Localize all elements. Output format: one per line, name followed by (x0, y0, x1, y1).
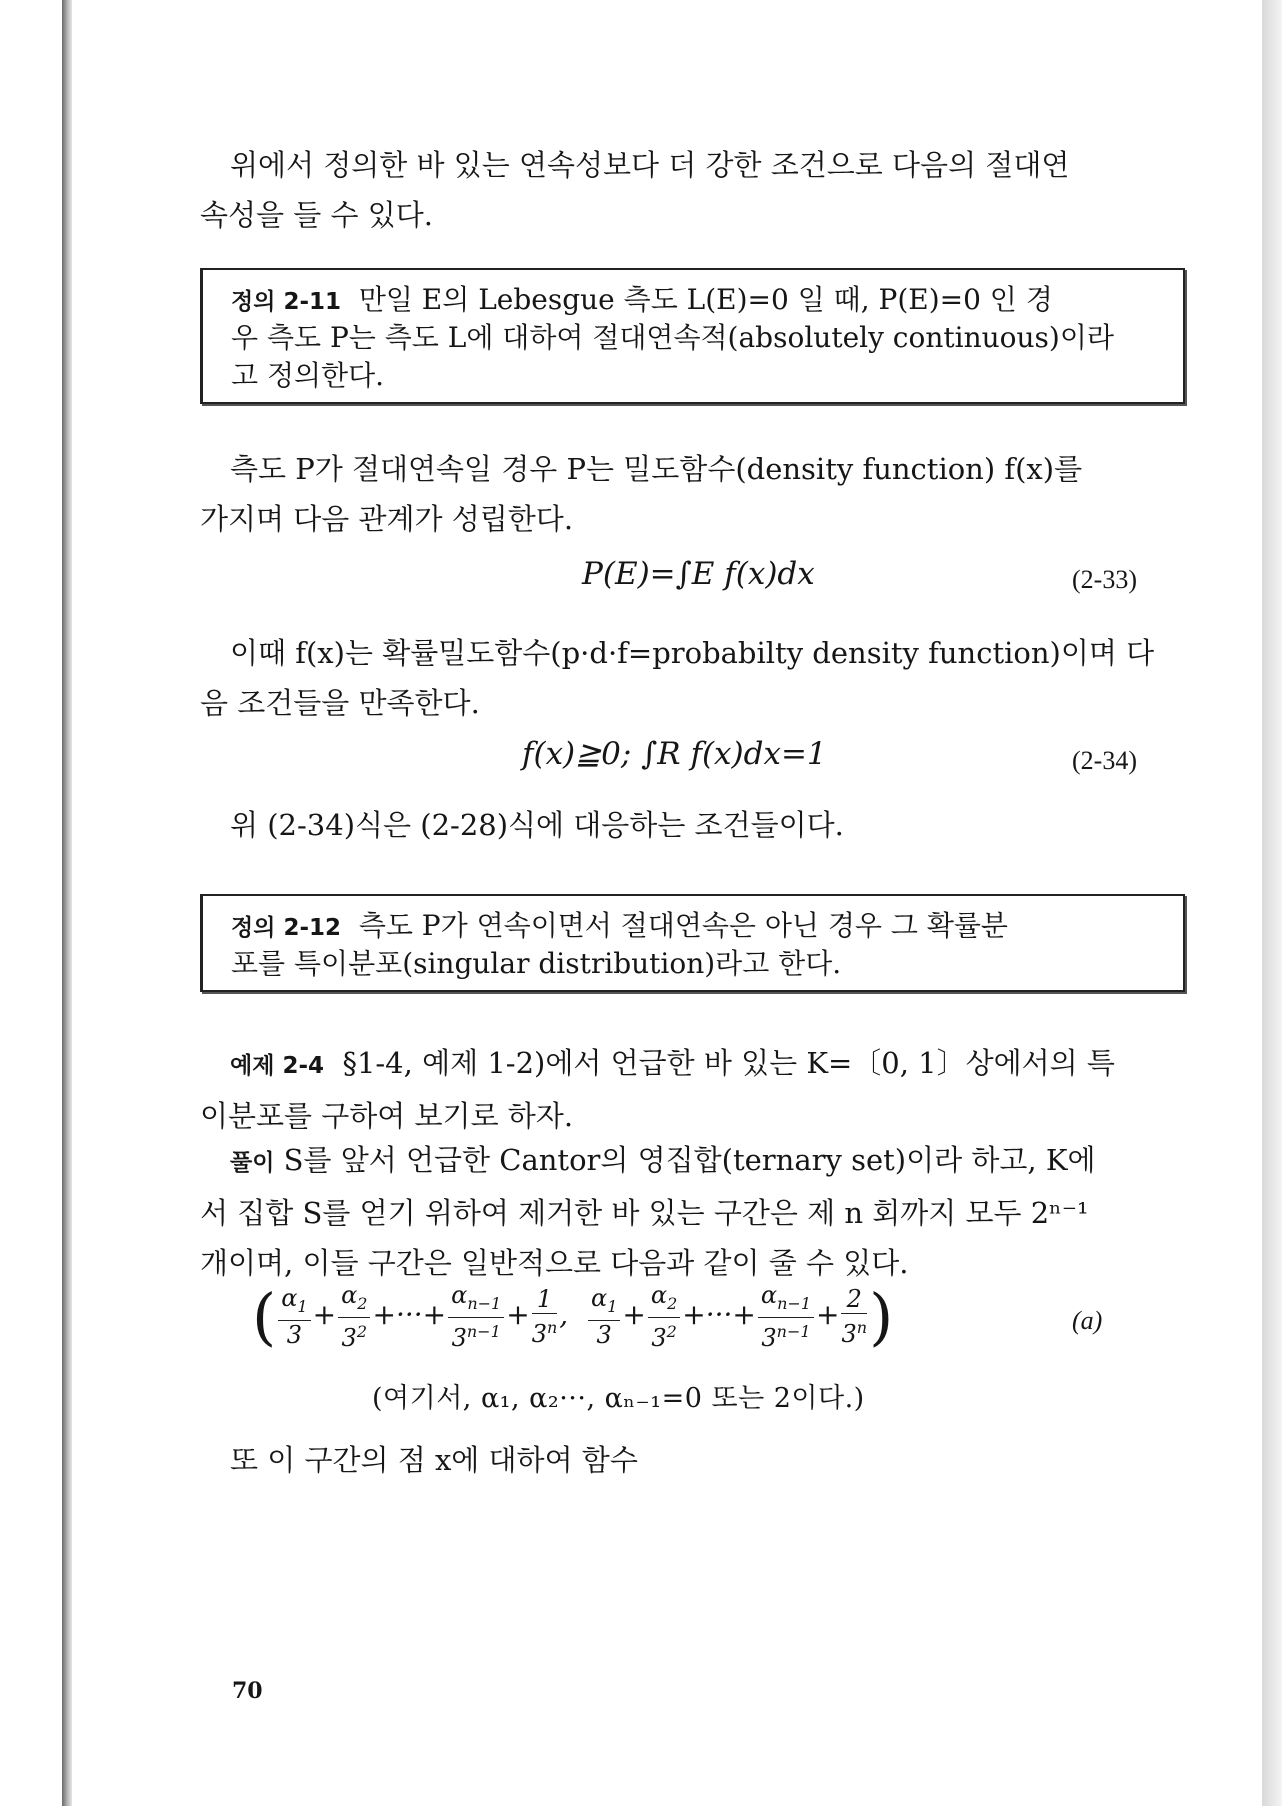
definition-line: 포를 특이분포(singular distribution)라고 한다. (231, 947, 842, 980)
example-2-4 (200, 1038, 1255, 1141)
paragraph-line (200, 1038, 1255, 1091)
paragraph-line: 위에서 정의한 바 있는 연속성보다 더 강한 조건으로 다음의 절대연 (230, 148, 1070, 182)
paragraph-line: 이때 f(x)는 확률밀도함수(p·d·f=probabilty density function)이며 다 (230, 636, 1155, 670)
solution-label: 풀이 (230, 1150, 275, 1176)
equation-note: (여기서, α₁, α₂···, αₙ₋₁=0 또는 2이다.) (372, 1383, 865, 1414)
paragraph-line: 서 집합 S를 얻기 위하여 제거한 바 있는 구간은 제 n 회까지 모두 2ⁿ⁻¹ (200, 1196, 1089, 1230)
paragraph-line (200, 1135, 1255, 1188)
example-text: §1-4, 예제 1-2)에서 언급한 바 있는 K=〔0, 1〕상에서의 특 (342, 1046, 1115, 1080)
definition-text: 측도 P가 연속이면서 절대연속은 아닌 경우 그 확률분 (358, 909, 1008, 942)
paragraph-function (200, 1435, 1255, 1485)
paragraph-line: 속성을 들 수 있다. (200, 198, 433, 232)
paragraph-line: 가지며 다음 관계가 성립한다. (200, 502, 574, 536)
definition-line: 고 정의한다. (231, 359, 385, 392)
example-label: 예제 2-4 (230, 1053, 324, 1079)
book-spine-shadow (62, 0, 72, 1806)
equation-number: (a) (1072, 1306, 1103, 1335)
page-edge (1262, 0, 1282, 1806)
page-number: 70 (232, 1678, 263, 1704)
paragraph-correspondence (200, 800, 1255, 850)
paragraph-pdf (200, 628, 1255, 728)
paragraph-line: 또 이 구간의 점 x에 대하여 함수 (230, 1443, 638, 1477)
paragraph-density (200, 444, 1255, 544)
equation-text: f(x)≧0; ∫R f(x)dx=1 (522, 736, 827, 772)
equation-2-34 (522, 736, 827, 772)
document-page (72, 0, 1262, 1806)
paragraph-line: 이분포를 구하여 보기로 하자. (200, 1099, 574, 1133)
equation-number: (2-33) (1072, 565, 1137, 594)
definition-box-2-11 (200, 268, 1185, 404)
paragraph-line: 음 조건들을 만족한다. (200, 686, 480, 720)
solution (200, 1135, 1255, 1288)
paragraph-line: 위 (2-34)식은 (2-28)식에 대응하는 조건들이다. (230, 808, 844, 842)
equation-a: ( $\frac{\alpha_1}{3}$ + $\frac{\alpha_2}{3^2}$ +···+ $\frac{\alpha_{n-1}}{3^{n-1}}$ + $\frac{1}{3^n}$ , $\frac{\alpha_1}{3}$ + $\frac{\alpha_2}{3^2}$ +···+ $\frac{\alpha_{n-1}}{3^{n-1}}$ + $\frac{2}{3^n}$ ) (252, 1280, 894, 1353)
paragraph-line: 측도 P가 절대연속일 경우 P는 밀도함수(density function) f(x)를 (230, 452, 1083, 486)
definition-line: 우 측도 P는 측도 L에 대하여 절대연속적(absolutely continuous)이라 (231, 321, 1114, 354)
equation-2-33 (582, 556, 815, 592)
equation-text: P(E)=∫E f(x)dx (582, 556, 815, 592)
equation-number: (2-34) (1072, 746, 1137, 775)
solution-text: S를 앞서 언급한 Cantor의 영집합(ternary set)이라 하고, K에 (283, 1143, 1096, 1177)
definition-box-2-12 (200, 894, 1185, 992)
definition-text: 만일 E의 Lebesgue 측도 L(E)=0 일 때, P(E)=0 인 경 (358, 283, 1053, 316)
paragraph-intro (200, 140, 1255, 240)
paragraph-line: 개이며, 이들 구간은 일반적으로 다음과 같이 줄 수 있다. (200, 1246, 909, 1280)
definition-label: 정의 2-11 (231, 289, 341, 315)
definition-label: 정의 2-12 (231, 915, 341, 941)
